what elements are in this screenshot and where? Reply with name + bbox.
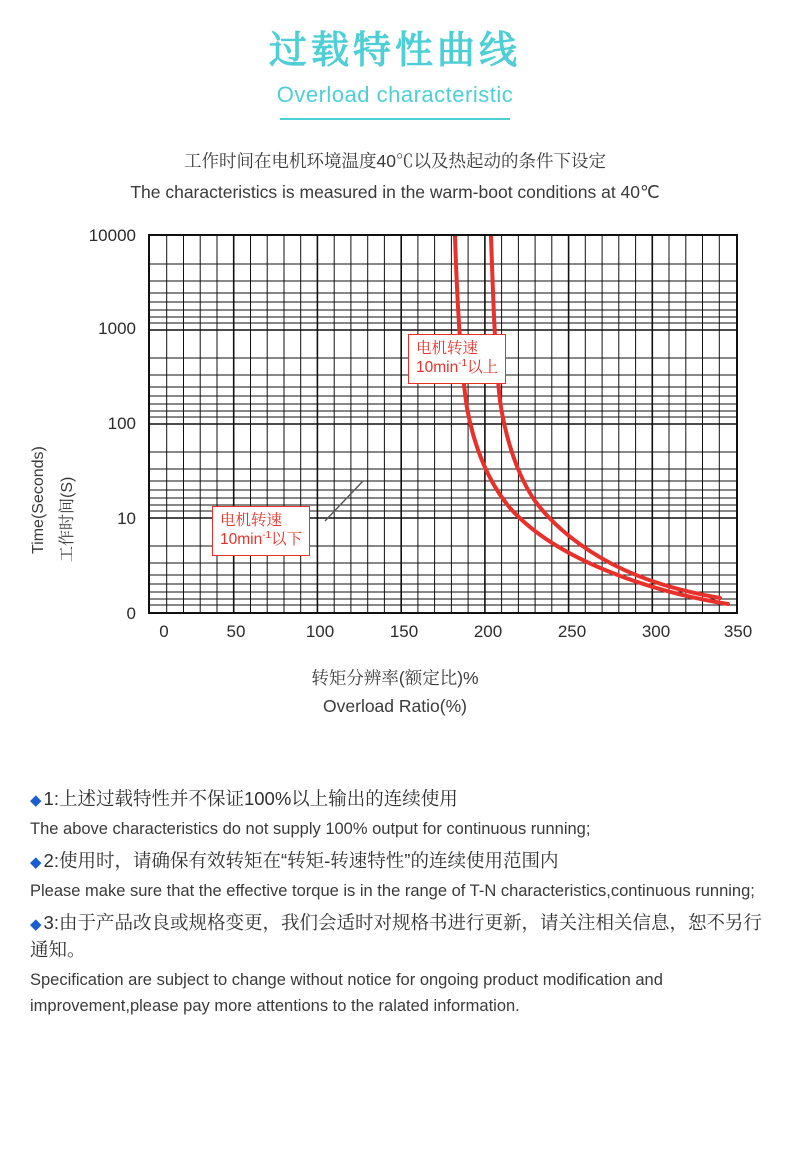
annotation-lower — [212, 506, 310, 556]
title-divider — [280, 118, 510, 120]
page-header — [0, 0, 790, 120]
x-axis-title-cn: 转矩分辨率(额定比)% — [311, 667, 479, 688]
y-axis-label-unit: (S) — [59, 476, 76, 498]
overload-chart — [0, 224, 790, 734]
x-tick-150: 150 — [389, 621, 419, 641]
y-axis-label-en: Time(Seconds) — [30, 446, 47, 554]
x-axis-title — [0, 664, 790, 720]
y-tick-10: 10 — [117, 508, 136, 528]
y-tick-100: 100 — [107, 413, 136, 433]
note-3-cn-text: 3:由于产品改良或规格变更，我们会适时对规格书进行更新，请关注相关信息，恕不另行通知。 — [30, 912, 762, 961]
page-title-cn: 过载特性曲线 — [268, 30, 521, 72]
notes-list — [30, 780, 770, 1020]
x-tick-350: 350 — [723, 621, 753, 641]
x-axis-ticks — [148, 621, 753, 652]
x-tick-250: 250 — [557, 621, 587, 641]
annotation-upper-line1: 电机转速 — [416, 339, 479, 357]
annotation-upper — [408, 334, 506, 384]
note-2-cn — [30, 848, 770, 875]
y-tick-10000: 10000 — [88, 225, 136, 245]
x-tick-100: 100 — [305, 621, 335, 641]
leader-line-lower — [325, 481, 363, 521]
annotation-upper-value: 10min — [416, 359, 459, 377]
note-1-cn-text: 1:上述过载特性并不保证100%以上输出的连续使用 — [43, 788, 458, 809]
y-tick-0: 0 — [126, 603, 136, 623]
note-3-cn — [30, 910, 770, 964]
note-1-en: The above characteristics do not supply 100% output for continuous running; — [30, 819, 591, 838]
caption-en: The characteristics is measured in the warm-boot conditions at 40℃ — [130, 181, 660, 202]
diamond-bullet-icon: ◆ — [30, 916, 42, 934]
y-axis-label-cn-text: 工作时间 — [59, 497, 76, 562]
annotation-upper-tail: 以上 — [467, 359, 499, 377]
x-tick-0: 0 — [159, 621, 169, 641]
note-2-cn-text: 2:使用时，请确保有效转矩在“转矩-转速特性”的连续使用范围内 — [43, 850, 559, 872]
x-tick-50: 50 — [226, 621, 246, 641]
x-tick-300: 300 — [641, 621, 671, 641]
diamond-bullet-icon: ◆ — [30, 854, 42, 872]
x-axis-title-en: Overload Ratio(%) — [323, 695, 467, 716]
caption-cn: 工作时间在电机环境温度40℃以及热起动的条件下设定 — [184, 150, 606, 171]
annotation-lower-value: 10min — [220, 531, 263, 549]
annotation-lower-tail: 以下 — [271, 531, 303, 549]
note-1-cn — [30, 786, 770, 813]
note-3-en: Specification are subject to change without notice for ongoing product modification and improvement,please pay more attentions to the ralated information. — [30, 971, 663, 1016]
annotation-upper-line2 — [416, 358, 498, 378]
diamond-bullet-icon: ◆ — [30, 792, 42, 809]
x-tick-200: 200 — [473, 621, 503, 641]
curve-lower — [455, 236, 728, 604]
chart-caption — [0, 148, 790, 206]
note-2-en: Please make sure that the effective torque is in the range of T-N characteristics,continuous running; — [30, 882, 755, 901]
y-axis-ticks — [60, 224, 144, 624]
y-tick-1000: 1000 — [98, 318, 136, 338]
annotation-lower-line2 — [220, 530, 302, 550]
page-title-en: Overload characteristic — [276, 81, 514, 107]
annotation-lower-sup: -1 — [262, 530, 272, 542]
annotation-upper-sup: -1 — [458, 358, 468, 370]
annotation-lower-line1: 电机转速 — [220, 511, 283, 529]
plot-area — [148, 234, 738, 614]
